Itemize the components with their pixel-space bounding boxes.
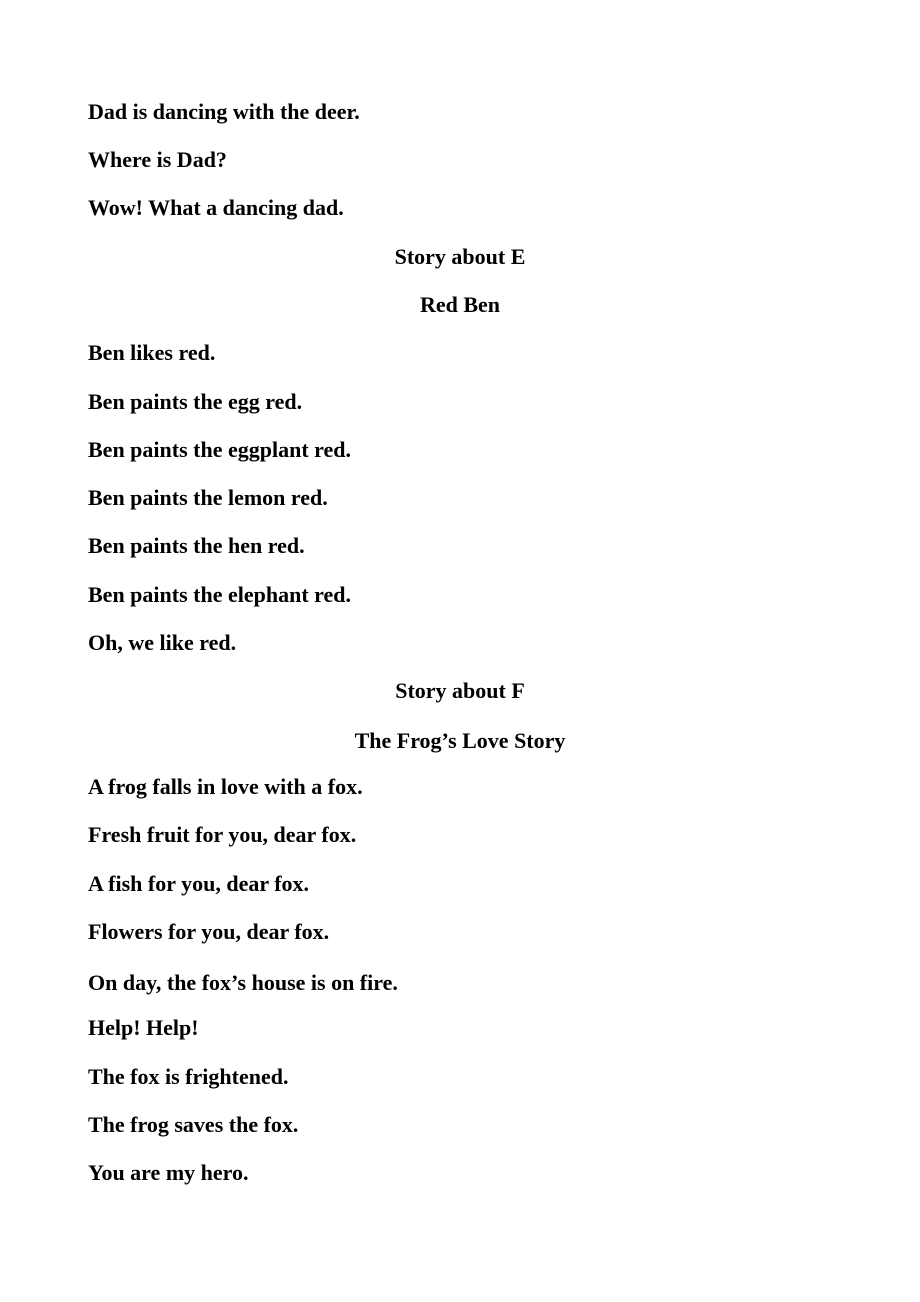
story-line: Ben paints the eggplant red. — [88, 437, 352, 462]
story-line: A fish for you, dear fox. — [88, 871, 310, 896]
story-line: Wow! What a dancing dad. — [88, 195, 344, 220]
story-line: Where is Dad? — [88, 147, 227, 172]
story-line: A frog falls in love with a fox. — [88, 774, 363, 799]
story-line: Ben paints the lemon red. — [88, 485, 328, 510]
story-title-red-ben: Red Ben — [419, 292, 501, 317]
story-line: Help! Help! — [88, 1015, 199, 1040]
story-line: Ben paints the hen red. — [88, 533, 305, 558]
story-line: Fresh fruit for you, dear fox. — [88, 822, 357, 847]
story-title-frog-love-story: The Frog’s Love Story — [354, 728, 566, 753]
story-line: Dad is dancing with the deer. — [88, 99, 360, 124]
story-line: On day, the fox’s house is on fire. — [88, 970, 398, 995]
story-line: Ben paints the elephant red. — [88, 582, 352, 607]
section-heading-e: Story about E — [394, 244, 526, 269]
story-line: Ben likes red. — [88, 340, 216, 365]
story-line: Ben paints the egg red. — [88, 389, 303, 414]
story-line: Oh, we like red. — [88, 630, 237, 655]
story-line: You are my hero. — [88, 1160, 249, 1185]
section-heading-f: Story about F — [395, 678, 525, 703]
story-line: The frog saves the fox. — [88, 1112, 299, 1137]
story-line: The fox is frightened. — [88, 1064, 289, 1089]
story-line: Flowers for you, dear fox. — [88, 919, 330, 944]
